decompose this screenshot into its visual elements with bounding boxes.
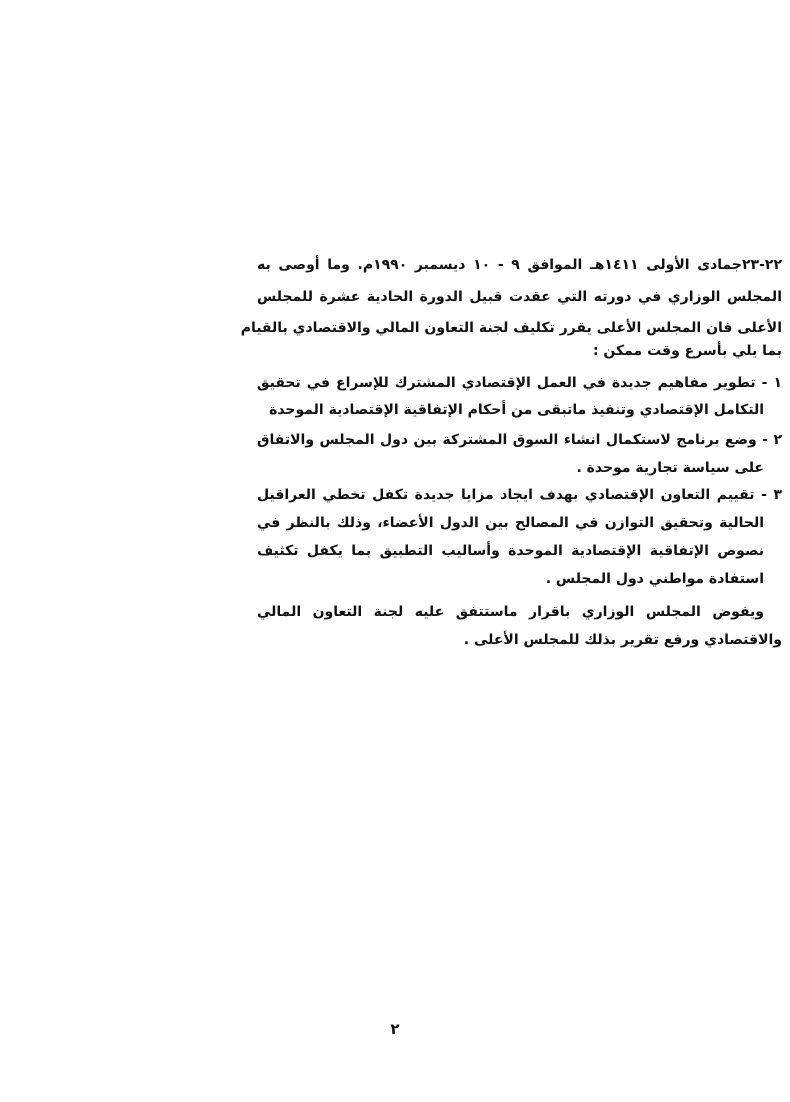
- item-3-line: استفادة مواطني دول المجلس .: [545, 571, 764, 587]
- intro-line: المجلس الوزاري في دورته التي عقدت قبيل الدورة الحادية عشرة للمجلس: [257, 289, 782, 305]
- item-2-line: ٢ - وضع برنامج لاستكمال انشاء السوق المشتركة بين دول المجلس والاتفاق: [257, 432, 782, 448]
- intro-line-bold: بما يلي بأسرع وقت ممكن :: [592, 343, 782, 359]
- closing-line: والاقتصادي ورفع تقرير بذلك للمجلس الأعلى .: [463, 632, 782, 648]
- closing-line: ويفوض المجلس الوزاري باقرار ماستتفق عليه لجنة التعاون المالي: [257, 604, 764, 620]
- item-3-line: نصوص الإتفاقية الإقتصادية الموحدة وأساليب التطبيق بما يكفل تكثيف: [257, 543, 764, 559]
- item-1-line: التكامل الإقتصادي وتنفيذ ماتبقى من أحكام الإتفاقية الإقتصادية الموحدة: [269, 402, 764, 418]
- page-number: ٢: [390, 1020, 400, 1038]
- intro-line: ٢٢-٢٣جمادى الأولى ١٤١١هـ الموافق ٩ - ١٠ ديسمبر ١٩٩٠م. وما أوصى به: [257, 257, 782, 273]
- item-3-line: الحالية وتحقيق التوازن في المصالح بين الدول الأعضاء، وذلك بالنظر في: [257, 515, 764, 531]
- item-1-line: ١ - تطوير مفاهيم جديدة في العمل الإقتصادي المشترك للإسراع في تحقيق: [257, 375, 782, 391]
- intro-line: الأعلى فان المجلس الأعلى يقرر تكليف لجنة التعاون المالي والاقتصادي بالقيام: [240, 320, 782, 336]
- item-2-line: على سياسة تجارية موحدة .: [576, 460, 764, 476]
- item-3-line: ٣ - تقييم التعاون الإقتصادي بهدف ايجاد مزايا جديدة تكفل تخطي العراقيل: [257, 487, 782, 503]
